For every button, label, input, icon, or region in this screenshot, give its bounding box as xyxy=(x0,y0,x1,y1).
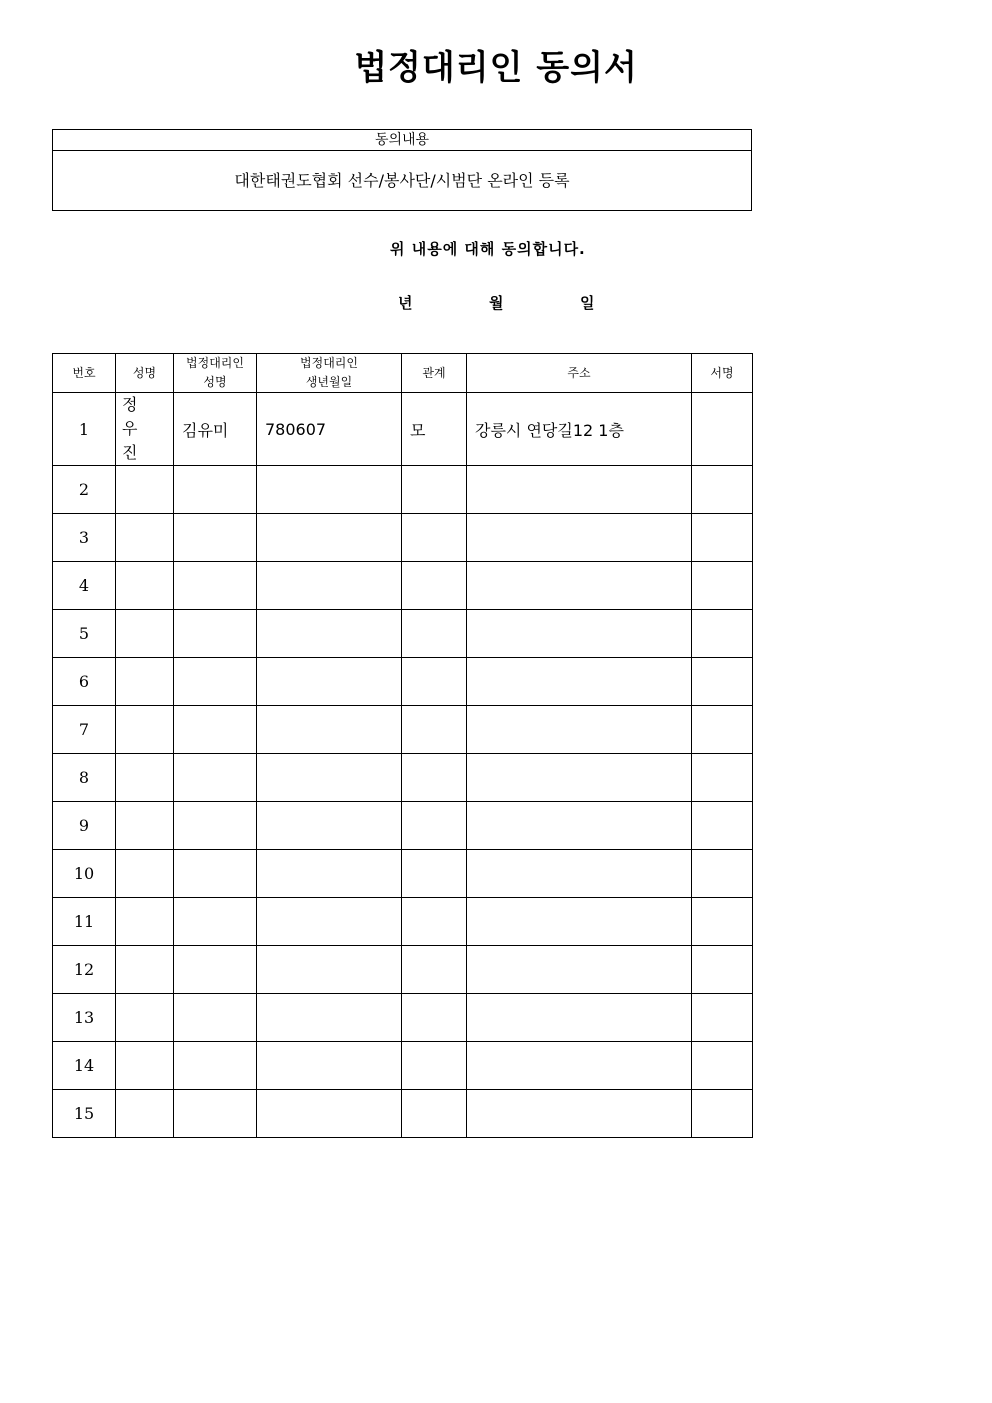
date-day-label: 일 xyxy=(580,294,595,312)
table-row xyxy=(53,1090,753,1138)
guardian-birth-cell[interactable] xyxy=(257,1090,402,1138)
relation-cell[interactable] xyxy=(402,1042,467,1090)
table-row xyxy=(53,466,753,514)
header-signature: 서명 xyxy=(692,354,753,393)
signature-cell[interactable] xyxy=(692,1090,753,1138)
student-name-cell[interactable] xyxy=(116,610,174,658)
student-name-cell[interactable] xyxy=(116,1042,174,1090)
guardian-table xyxy=(52,353,753,1138)
guardian-name-cell[interactable] xyxy=(174,898,257,946)
address-cell[interactable] xyxy=(467,994,692,1042)
relation-cell[interactable] xyxy=(402,610,467,658)
signature-cell[interactable] xyxy=(692,393,753,466)
signature-cell[interactable] xyxy=(692,562,753,610)
guardian-birth-cell[interactable] xyxy=(257,658,402,706)
relation-cell[interactable] xyxy=(402,994,467,1042)
table-row xyxy=(53,514,753,562)
table-header-row xyxy=(53,354,753,393)
row-number: 5 xyxy=(53,610,116,658)
address-cell[interactable] xyxy=(467,898,692,946)
row-number: 15 xyxy=(53,1090,116,1138)
row-number: 7 xyxy=(53,706,116,754)
relation-cell[interactable] xyxy=(402,1090,467,1138)
signature-cell[interactable] xyxy=(692,706,753,754)
date-year-label: 년 xyxy=(398,294,413,312)
guardian-name-cell[interactable] xyxy=(174,946,257,994)
student-name-cell[interactable] xyxy=(116,466,174,514)
relation-cell[interactable] xyxy=(402,466,467,514)
student-name-cell[interactable] xyxy=(116,802,174,850)
guardian-name-cell[interactable] xyxy=(174,850,257,898)
student-name-cell[interactable] xyxy=(116,1090,174,1138)
address-cell[interactable] xyxy=(467,466,692,514)
header-guardian-name: 법정대리인 성명 xyxy=(174,354,257,393)
date-month-label: 월 xyxy=(489,294,504,312)
guardian-name-cell[interactable] xyxy=(174,658,257,706)
guardian-birth-cell[interactable] xyxy=(257,562,402,610)
row-number: 6 xyxy=(53,658,116,706)
guardian-birth-cell[interactable] xyxy=(257,946,402,994)
table-row xyxy=(53,850,753,898)
student-name-cell[interactable] xyxy=(116,850,174,898)
address-cell[interactable] xyxy=(467,1042,692,1090)
row-number: 1 xyxy=(53,393,116,466)
table-row xyxy=(53,610,753,658)
relation-cell[interactable] xyxy=(402,802,467,850)
row-number: 12 xyxy=(53,946,116,994)
row-number: 9 xyxy=(53,802,116,850)
guardian-name-cell[interactable] xyxy=(174,610,257,658)
table-row xyxy=(53,946,753,994)
table-body xyxy=(53,393,753,1138)
guardian-name-cell[interactable] xyxy=(174,514,257,562)
row-number: 2 xyxy=(53,466,116,514)
row-number: 10 xyxy=(53,850,116,898)
table-row xyxy=(53,898,753,946)
relation-cell[interactable] xyxy=(402,754,467,802)
row-number: 4 xyxy=(53,562,116,610)
guardian-birth-cell[interactable]: 780607 xyxy=(257,393,402,466)
table-row xyxy=(53,994,753,1042)
student-name-cell[interactable] xyxy=(116,562,174,610)
signature-cell[interactable] xyxy=(692,850,753,898)
address-cell[interactable] xyxy=(467,802,692,850)
signature-cell[interactable] xyxy=(692,610,753,658)
address-cell[interactable] xyxy=(467,946,692,994)
guardian-name-cell[interactable] xyxy=(174,802,257,850)
address-cell[interactable] xyxy=(467,754,692,802)
header-name: 성명 xyxy=(116,354,174,393)
guardian-name-cell[interactable] xyxy=(174,706,257,754)
consent-content-box xyxy=(52,129,752,211)
document-title: 법정대리인 동의서 xyxy=(354,48,638,88)
header-no: 번호 xyxy=(53,354,116,393)
row-number: 11 xyxy=(53,898,116,946)
signature-cell[interactable] xyxy=(692,658,753,706)
header-guardian-birth: 법정대리인 생년월일 xyxy=(257,354,402,393)
address-cell[interactable] xyxy=(467,610,692,658)
guardian-name-cell[interactable] xyxy=(174,1042,257,1090)
guardian-birth-cell[interactable] xyxy=(257,994,402,1042)
consent-header: 동의내용 xyxy=(53,130,751,151)
relation-cell[interactable] xyxy=(402,562,467,610)
row-number: 3 xyxy=(53,514,116,562)
agreement-statement: 위 내용에 대해 동의합니다. xyxy=(390,240,586,258)
address-cell[interactable] xyxy=(467,1090,692,1138)
table-row xyxy=(53,562,753,610)
guardian-birth-cell[interactable] xyxy=(257,802,402,850)
student-name-cell[interactable] xyxy=(116,994,174,1042)
signature-cell[interactable] xyxy=(692,994,753,1042)
consent-body: 대한태권도협회 선수/봉사단/시범단 온라인 등록 xyxy=(234,171,570,190)
student-name-cell[interactable] xyxy=(116,514,174,562)
address-cell[interactable] xyxy=(467,850,692,898)
guardian-birth-cell[interactable] xyxy=(257,898,402,946)
guardian-birth-cell[interactable] xyxy=(257,754,402,802)
table-row xyxy=(53,1042,753,1090)
guardian-name-cell[interactable] xyxy=(174,562,257,610)
table-row xyxy=(53,393,753,466)
guardian-name-cell[interactable] xyxy=(174,1090,257,1138)
row-number: 13 xyxy=(53,994,116,1042)
table-row xyxy=(53,658,753,706)
signature-cell[interactable] xyxy=(692,754,753,802)
student-name-cell[interactable] xyxy=(116,898,174,946)
student-name-cell[interactable] xyxy=(116,658,174,706)
student-name-cell[interactable] xyxy=(116,706,174,754)
relation-cell[interactable] xyxy=(402,946,467,994)
guardian-birth-cell[interactable] xyxy=(257,514,402,562)
signature-cell[interactable] xyxy=(692,946,753,994)
student-name-cell[interactable] xyxy=(116,754,174,802)
guardian-name-cell[interactable] xyxy=(174,754,257,802)
address-cell[interactable]: 강릉시 연당길12 1층 xyxy=(467,393,692,466)
relation-cell[interactable] xyxy=(402,850,467,898)
signature-cell[interactable] xyxy=(692,1042,753,1090)
guardian-birth-cell[interactable] xyxy=(257,466,402,514)
signature-cell[interactable] xyxy=(692,802,753,850)
row-number: 14 xyxy=(53,1042,116,1090)
signature-cell[interactable] xyxy=(692,898,753,946)
relation-cell[interactable] xyxy=(402,514,467,562)
address-cell[interactable] xyxy=(467,514,692,562)
guardian-name-cell[interactable] xyxy=(174,466,257,514)
table-row xyxy=(53,706,753,754)
guardian-name-cell[interactable] xyxy=(174,994,257,1042)
student-name-cell[interactable] xyxy=(116,946,174,994)
guardian-birth-cell[interactable] xyxy=(257,1042,402,1090)
table-row xyxy=(53,754,753,802)
guardian-birth-cell[interactable] xyxy=(257,850,402,898)
relation-cell[interactable] xyxy=(402,706,467,754)
address-cell[interactable] xyxy=(467,562,692,610)
row-number: 8 xyxy=(53,754,116,802)
signature-cell[interactable] xyxy=(692,466,753,514)
student-name-cell[interactable]: 정 우 진 xyxy=(116,393,174,466)
address-cell[interactable] xyxy=(467,658,692,706)
address-cell[interactable] xyxy=(467,706,692,754)
guardian-birth-cell[interactable] xyxy=(257,706,402,754)
table-row xyxy=(53,802,753,850)
relation-cell[interactable] xyxy=(402,898,467,946)
relation-cell[interactable]: 모 xyxy=(402,393,467,466)
relation-cell[interactable] xyxy=(402,658,467,706)
guardian-birth-cell[interactable] xyxy=(257,610,402,658)
guardian-name-cell[interactable]: 김유미 xyxy=(174,393,257,466)
header-relation: 관계 xyxy=(402,354,467,393)
header-address: 주소 xyxy=(467,354,692,393)
signature-cell[interactable] xyxy=(692,514,753,562)
